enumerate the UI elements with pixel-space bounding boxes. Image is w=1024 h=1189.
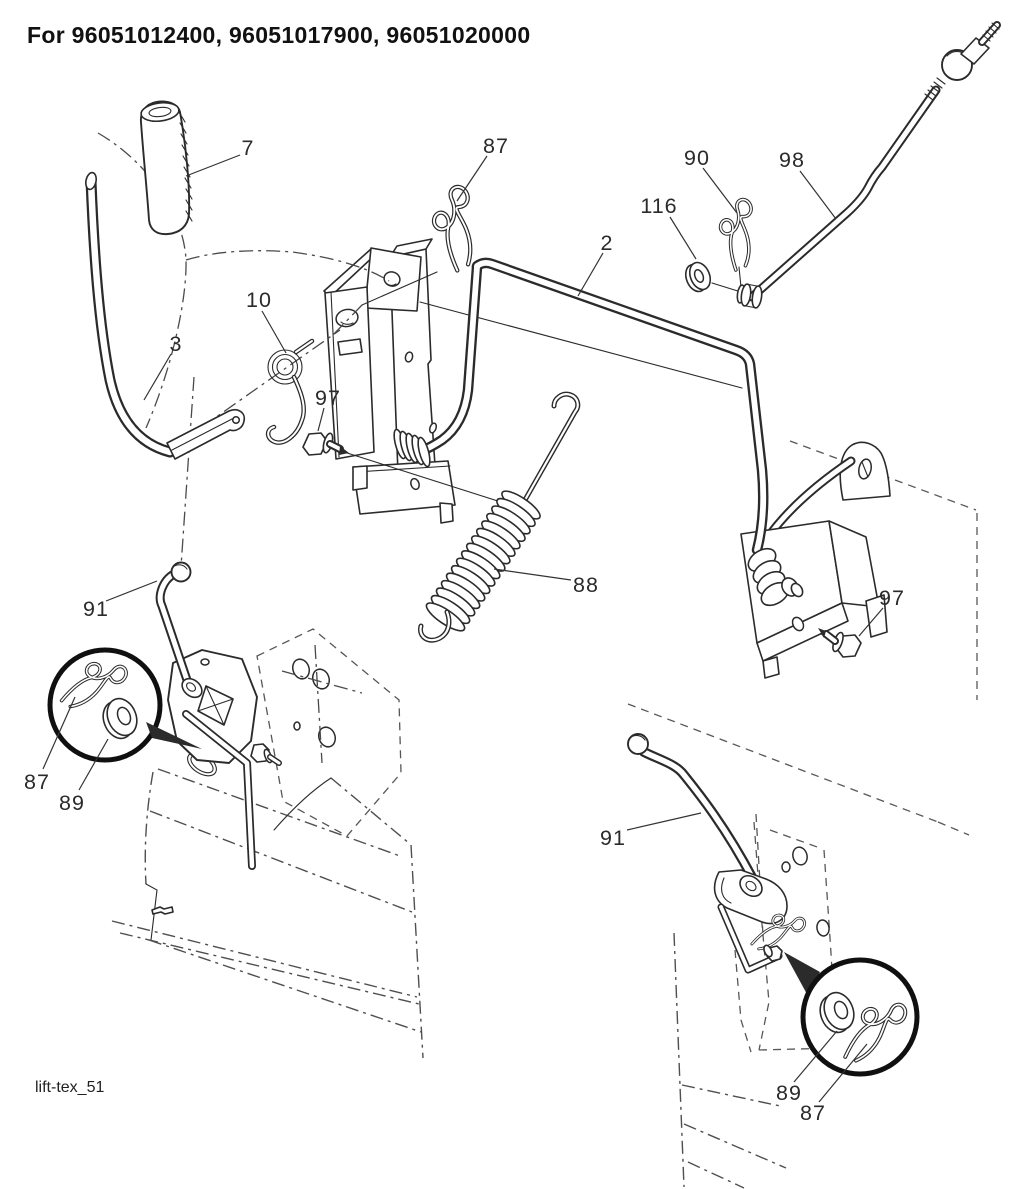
drawing-code: lift-tex_51 (35, 1079, 105, 1096)
rod98-ball-joint (942, 23, 999, 80)
part-callout-87-top: 87 (483, 134, 509, 158)
part-callout-10: 10 (246, 288, 272, 312)
deck-fastener-icon (152, 907, 173, 914)
page-title: For 96051012400, 96051017900, 96051020000 (27, 22, 531, 48)
part-callout-97-right: 97 (879, 586, 905, 610)
part-callout-91-right: 91 (600, 826, 626, 850)
part-callout-97-left: 97 (315, 386, 341, 410)
hairpin-clip-90 (717, 199, 759, 272)
part-callout-88: 88 (573, 573, 599, 597)
part-callout-89-detail-right: 89 (776, 1081, 802, 1105)
detail-circle-right (784, 952, 917, 1074)
notch (338, 339, 362, 355)
part-callout-98: 98 (779, 148, 805, 172)
lever-91-right (628, 734, 807, 970)
adjust-rod-98 (736, 23, 999, 309)
hairpin-clip-87-top (427, 185, 484, 273)
deck-outline-right (674, 933, 786, 1188)
mount-bracket-center (324, 239, 455, 523)
part-callout-7: 7 (241, 136, 255, 160)
part-callout-91-left: 91 (83, 597, 109, 621)
part-callout-116: 116 (640, 194, 678, 218)
part-callout-87-detail-right: 87 (800, 1101, 826, 1125)
part-callout-3: 3 (169, 332, 183, 356)
part-callout-89-detail-left: 89 (59, 791, 85, 815)
handle-grip-7 (140, 101, 192, 234)
flat-washer-116 (682, 259, 714, 294)
bracket-plate-left-dashed (257, 629, 401, 836)
rod98-ferrule (736, 283, 763, 308)
lift-rod-2 (421, 263, 763, 550)
torsion-spring-10 (268, 341, 312, 443)
part-callout-2: 2 (600, 231, 614, 255)
handle-flat-tab (167, 410, 244, 459)
part-callout-87-detail-left: 87 (24, 770, 50, 794)
part-callout-90: 90 (684, 146, 710, 170)
shoulder-bolt-right (818, 628, 861, 657)
deck-outline-left (112, 769, 423, 1058)
